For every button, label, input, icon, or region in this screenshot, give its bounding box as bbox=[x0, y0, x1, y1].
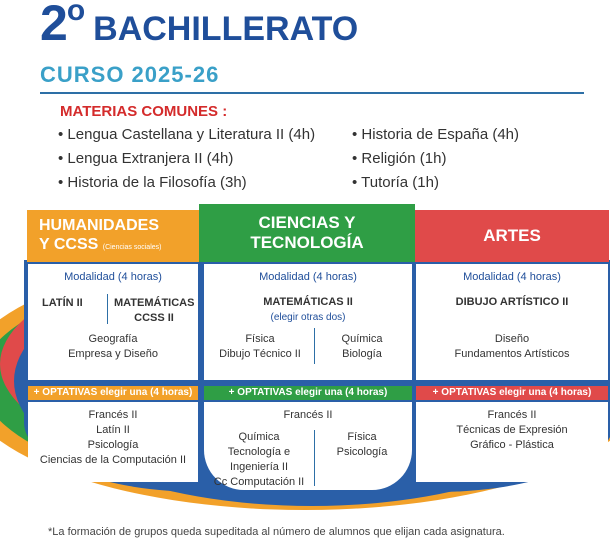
choose-note: (elegir otras dos) bbox=[270, 312, 346, 323]
header-ciencias-line1: CIENCIAS Y bbox=[258, 213, 356, 232]
list-item: • Historia de la Filosofía (3h) bbox=[58, 171, 315, 195]
subject-item: Diseño bbox=[494, 333, 530, 345]
list-item: • Historia de España (4h) bbox=[352, 123, 519, 147]
cie-optativas-bar: + OPTATIVAS elegir una (4 horas) bbox=[204, 386, 412, 400]
cie-left-list bbox=[210, 332, 310, 362]
subject-item: Ingeniería II bbox=[229, 461, 289, 473]
subject-item: Química bbox=[238, 431, 280, 443]
header-humanidades-line1: HUMANIDADES bbox=[39, 216, 159, 234]
subject-item: Tecnología e bbox=[227, 446, 291, 458]
subject-item: Empresa y Diseño bbox=[68, 348, 158, 360]
header-humanidades-small: (Ciencias sociales) bbox=[102, 243, 162, 251]
common-subjects-left bbox=[58, 123, 315, 195]
hum-modalidad-panel bbox=[28, 264, 198, 380]
list-item: • Lengua Extranjera II (4h) bbox=[58, 147, 315, 171]
subject-item: Psicología bbox=[336, 446, 388, 458]
art-optativas-bar: + OPTATIVAS elegir una (4 horas) bbox=[416, 386, 608, 400]
subject-item: Biología bbox=[342, 348, 382, 360]
subject-matematicas-ccss bbox=[114, 296, 194, 326]
subject-item: Ciencias de la Computación II bbox=[39, 454, 187, 466]
subject-item: Dibujo Técnico II bbox=[219, 348, 301, 360]
column-divider bbox=[314, 328, 315, 364]
subject-latin: LATÍN II bbox=[42, 297, 83, 309]
divider bbox=[40, 92, 584, 94]
subject-item: Francés II bbox=[487, 409, 537, 421]
modalidad-label: Modalidad (4 horas) bbox=[259, 271, 357, 283]
subject-item: Geografía bbox=[88, 333, 138, 345]
header-artes-title: ARTES bbox=[483, 226, 541, 245]
optativas-list bbox=[28, 408, 198, 468]
subject-line: MATEMÁTICAS bbox=[114, 297, 195, 309]
subject-item: Cc Computación II bbox=[213, 476, 305, 488]
header-humanidades bbox=[27, 210, 199, 262]
header-artes bbox=[415, 210, 609, 262]
list-item: • Tutoría (1h) bbox=[352, 171, 519, 195]
common-subjects-title: MATERIAS COMUNES : bbox=[60, 103, 228, 120]
hum-optativas-bar: + OPTATIVAS elegir una (4 horas) bbox=[28, 386, 198, 400]
subject-item: Francés II bbox=[88, 409, 138, 421]
subject-item: Fundamentos Artísticos bbox=[454, 348, 570, 360]
list-item: • Lengua Castellana y Literatura II (4h) bbox=[58, 123, 315, 147]
modalidad-label: Modalidad (4 horas) bbox=[64, 271, 162, 283]
art-optativas-panel bbox=[416, 402, 608, 482]
footnote: *La formación de grupos queda supeditada al número de alumnos que elijan cada asignatura. bbox=[48, 526, 505, 538]
subject-item: Psicología bbox=[87, 439, 139, 451]
subject-item: Francés II bbox=[283, 409, 333, 421]
cie-right-list bbox=[316, 332, 408, 362]
cie-modalidad-panel bbox=[204, 264, 412, 380]
subject-item: Latín II bbox=[96, 424, 130, 436]
title-word: BACHILLERATO bbox=[93, 10, 359, 48]
hum-extra-list bbox=[28, 332, 198, 362]
cie-optativas-left bbox=[208, 430, 310, 490]
header-ciencias bbox=[199, 204, 415, 262]
list-item: • Religión (1h) bbox=[352, 147, 519, 171]
header-humanidades-line2: Y CCSS bbox=[39, 235, 99, 253]
column-divider bbox=[107, 294, 108, 324]
subject-item: Química bbox=[341, 333, 383, 345]
subject-item: Física bbox=[245, 333, 275, 345]
subject-dibujo-artistico: DIBUJO ARTÍSTICO II bbox=[455, 296, 569, 308]
subject-item: Física bbox=[347, 431, 377, 443]
title-degree: o bbox=[66, 0, 86, 27]
modalidad-label: Modalidad (4 horas) bbox=[463, 271, 561, 283]
column-divider bbox=[314, 430, 315, 486]
course-label: CURSO 2025-26 bbox=[40, 62, 220, 87]
art-modalidad-panel bbox=[416, 264, 608, 380]
cie-optativas-right bbox=[316, 430, 408, 460]
subject-item: Técnicas de Expresión bbox=[456, 424, 568, 436]
optativas-list bbox=[416, 408, 608, 453]
subject-line: CCSS II bbox=[134, 312, 174, 324]
common-subjects-right bbox=[352, 123, 519, 195]
page-title bbox=[40, 0, 358, 52]
cie-optativas-panel bbox=[204, 402, 412, 490]
hum-optativas-panel bbox=[28, 402, 198, 482]
art-extra-list bbox=[416, 332, 608, 362]
subject-item: Gráfico - Plástica bbox=[470, 439, 554, 451]
title-number: 2 bbox=[40, 0, 67, 51]
header-ciencias-line2: TECNOLOGÍA bbox=[250, 233, 364, 252]
subject-matematicas-ii: MATEMÁTICAS II bbox=[263, 296, 353, 308]
